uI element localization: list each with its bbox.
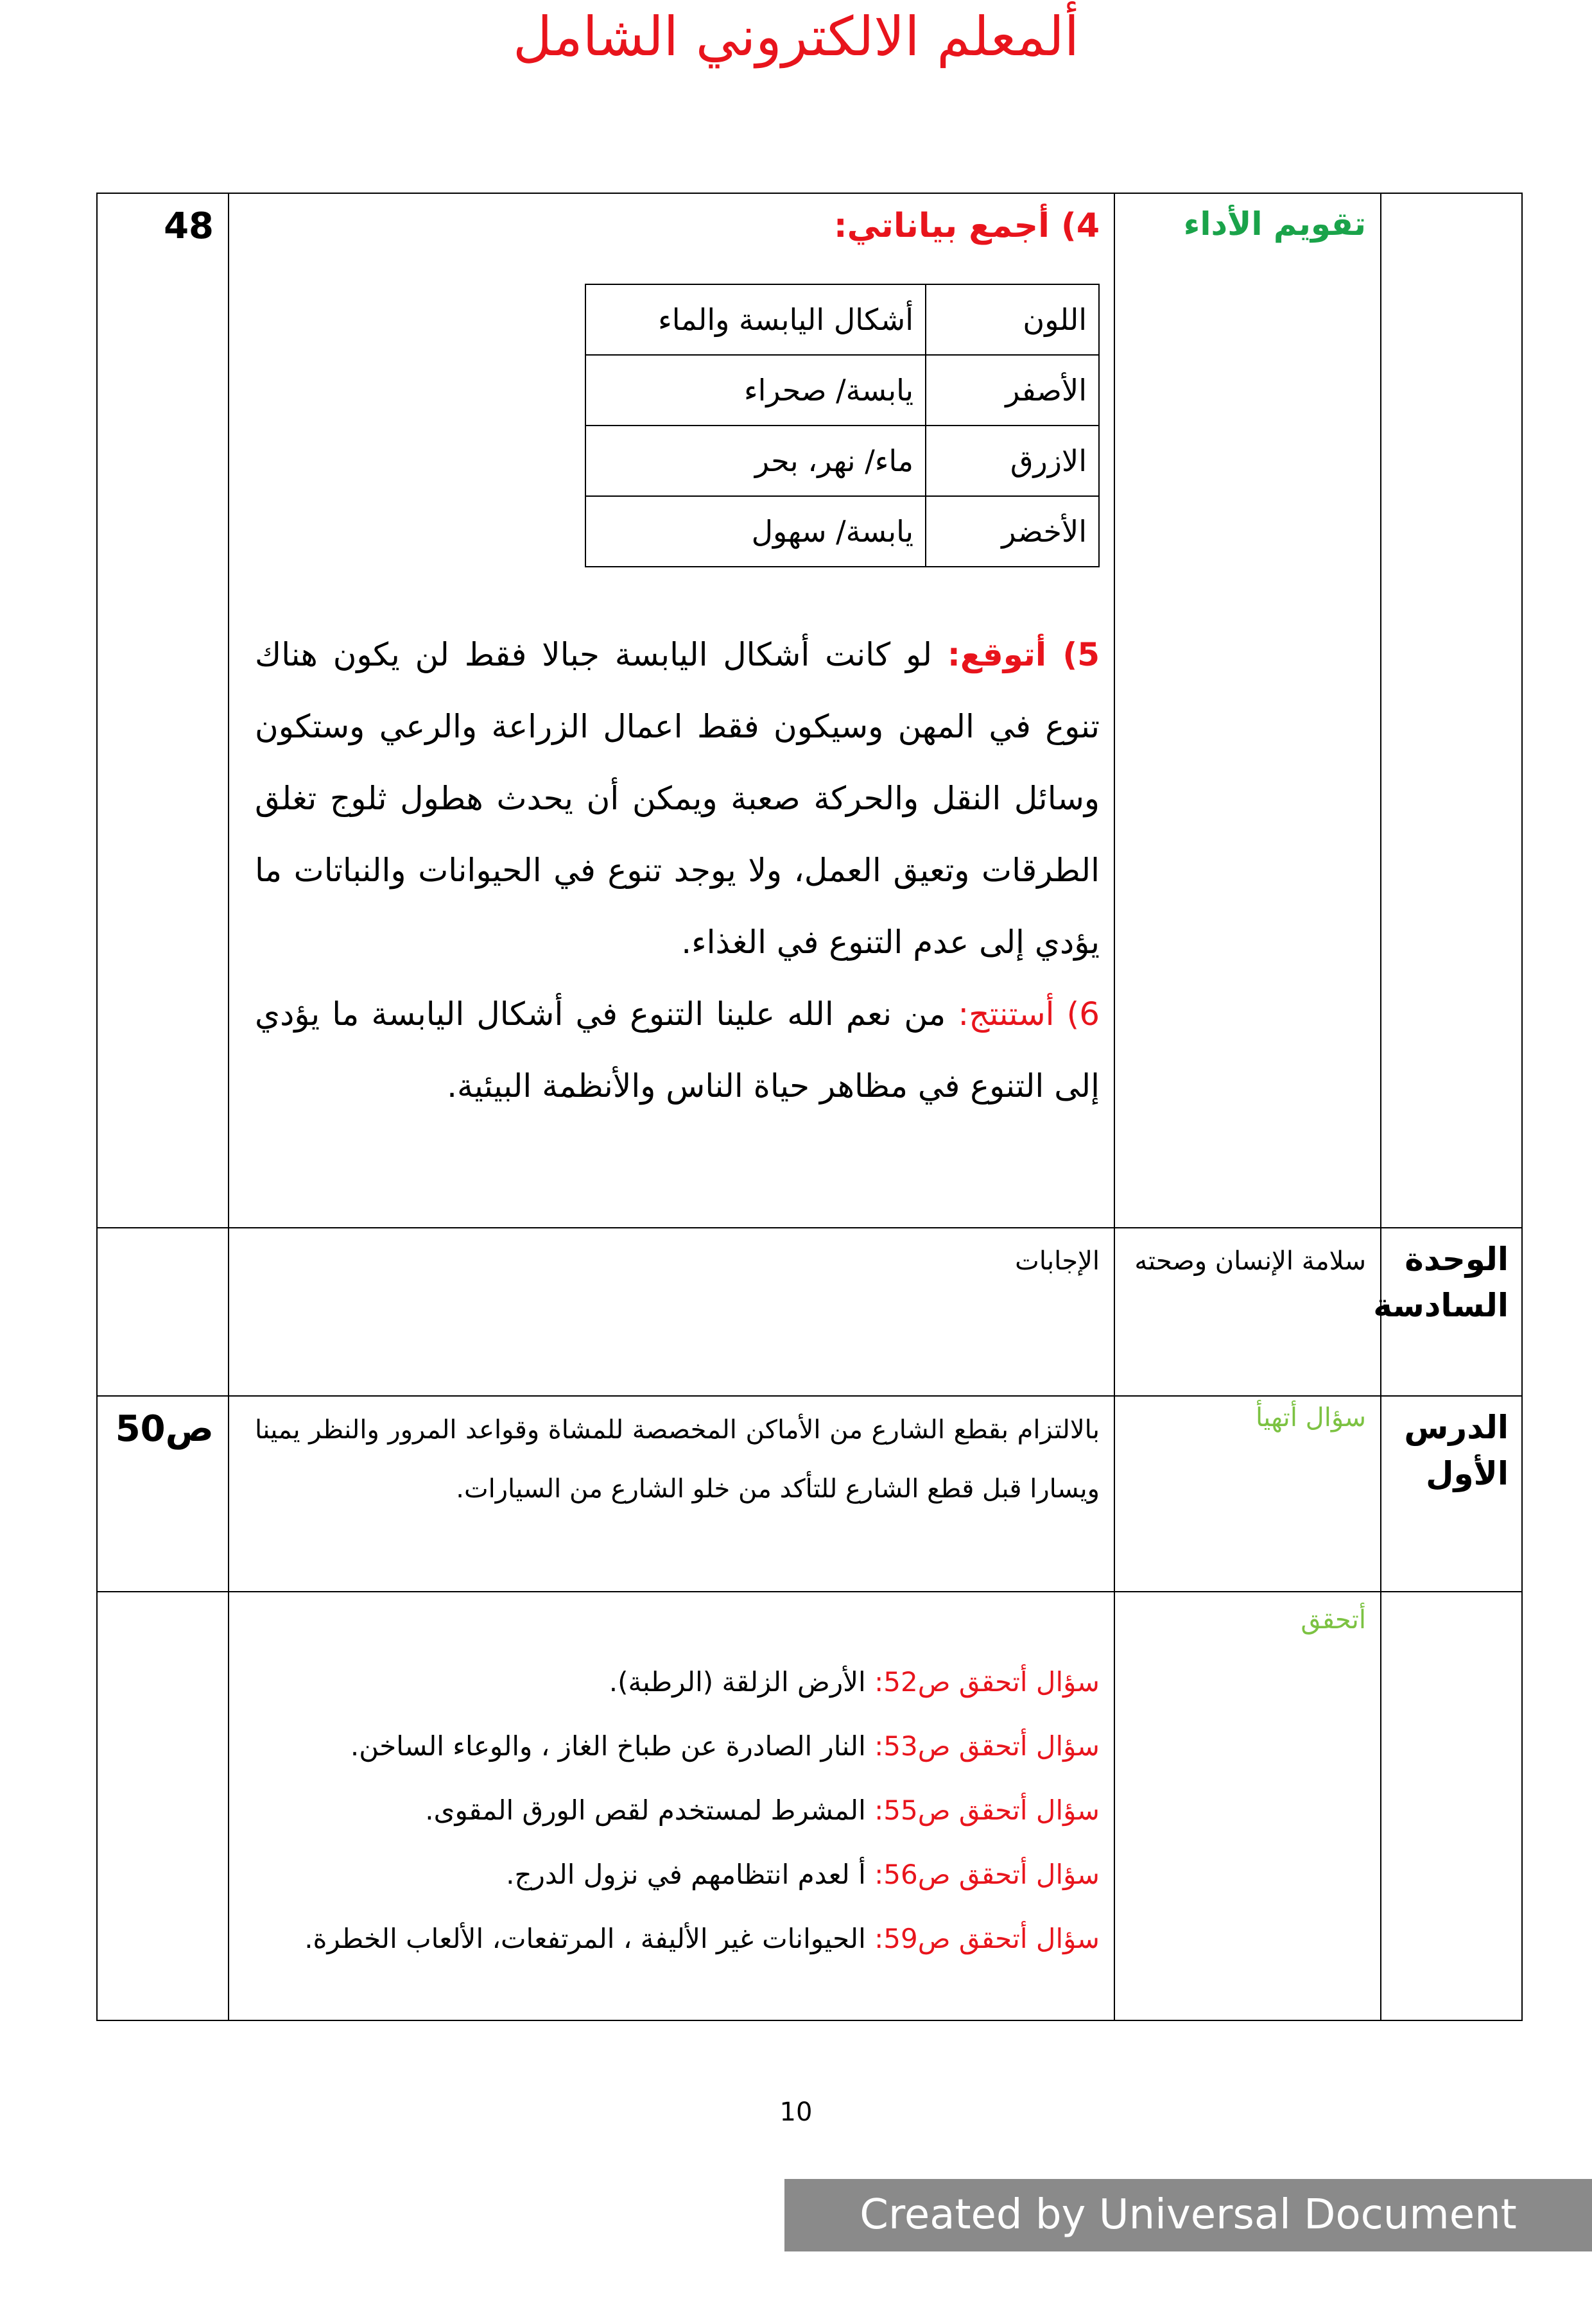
lesson-title: الدرس الأول [1404, 1409, 1509, 1492]
collect-data-heading [255, 207, 1100, 245]
page-header [0, 0, 1592, 68]
conclude-label: 6) أستنتج: [958, 995, 1100, 1033]
content-cell [229, 193, 1114, 1228]
table-header-cell: اللون [926, 284, 1099, 355]
table-cell: يابسة/ صحراء [585, 355, 926, 426]
check-answer: الأرض الزلقة (الرطبة). [609, 1666, 875, 1698]
ready-question-label: سؤال أتهيأ [1255, 1403, 1366, 1433]
check-item: سؤال أتحقق ص55: المشرط لمستخدم لقص الورق المقوى. [425, 1795, 1100, 1826]
verify-label: أتحقق [1301, 1605, 1366, 1635]
conclude-paragraph [255, 978, 1100, 1122]
conclude-text: من نعم الله علينا التنوع في أشكال اليابسة ما يؤدي إلى التنوع في مظاهر حياة الناس والأنظمة البيئية. [255, 995, 1100, 1105]
content-cell [229, 1396, 1114, 1592]
answers-label: الإجابات [1015, 1246, 1100, 1276]
table-header-cell: أشكال اليابسة والماء [585, 284, 926, 355]
footer-page-number: 10 [779, 2097, 813, 2127]
table-cell: الأخضر [926, 496, 1099, 567]
table-row [585, 284, 1099, 355]
predict-text: لو كانت أشكال اليابسة جبالا فقط لن يكون هناك تنوع في المهن وسيكون فقط اعمال الزراعة والرعي وستكون وسائل النقل والحركة صعبة ويمكن أن يحدث هطول ثلوج تغلق الطرقات وتعيق العمل، ولا يوجد تنوع في الحيوانات والنباتات ما يؤدي إلى عدم التنوع في الغذاء. [255, 636, 1100, 961]
check-answer: النار الصادرة عن طباخ الغاز ، والوعاء الساخن. [350, 1730, 875, 1762]
lesson-plan-table [96, 193, 1523, 2021]
label-cell [1114, 1592, 1381, 2020]
content-cell [229, 1228, 1114, 1396]
unit-topic: سلامة الإنسان وصحته [1134, 1246, 1366, 1276]
watermark: Created by Universal Document Converter [784, 2179, 1592, 2251]
header-title: ألمعلم الالكتروني الشامل [512, 5, 1080, 68]
label-cell [1114, 193, 1381, 1228]
check-item: سؤال أتحقق ص52: الأرض الزلقة (الرطبة). [609, 1666, 1100, 1698]
check-answer: الحيوانات غير الأليفة ، المرتفعات، الألعاب الخطرة. [304, 1923, 875, 1954]
predict-label: 5) أتوقع: [947, 636, 1100, 673]
label-cell [1114, 1396, 1381, 1592]
page-number-cell [97, 193, 229, 1228]
page-ref: ص50 [115, 1408, 214, 1450]
table-row [585, 496, 1099, 567]
collect-data-number: 4) [1061, 207, 1100, 245]
predict-paragraph [255, 619, 1100, 978]
table-row [585, 426, 1099, 496]
collect-data-text: أجمع بياناتي: [833, 207, 1050, 245]
page-number-cell [97, 1592, 229, 2020]
page-number-cell [97, 1228, 229, 1396]
check-question: سؤال أتحقق ص53 [883, 1730, 1100, 1762]
check-question: سؤال أتحقق ص52 [883, 1666, 1100, 1698]
performance-evaluation-label: تقويم الأداء [1183, 205, 1366, 243]
table-cell: الأصفر [926, 355, 1099, 426]
color-landform-table [585, 284, 1100, 567]
content-cell [229, 1592, 1114, 2020]
table-row [97, 1592, 1522, 2020]
page-number-cell [97, 1396, 229, 1592]
check-item: سؤال أتحقق ص59: الحيوانات غير الأليفة ، المرتفعات، الألعاب الخطرة. [304, 1923, 1100, 1954]
unit-cell [1373, 1228, 1522, 1396]
check-answer: أ لعدم انتظامهم في نزول الدرج. [506, 1859, 875, 1890]
table-row [585, 355, 1099, 426]
table-row [97, 1396, 1522, 1592]
table-cell: ماء/ نهر، بحر [585, 426, 926, 496]
page-number: 48 [164, 205, 214, 247]
check-question: سؤال أتحقق ص55 [883, 1795, 1100, 1826]
label-cell [1114, 1228, 1381, 1396]
check-item: سؤال أتحقق ص53: النار الصادرة عن طباخ الغاز ، والوعاء الساخن. [350, 1730, 1100, 1762]
check-answer: المشرط لمستخدم لقص الورق المقوى. [425, 1795, 875, 1826]
ready-answer: بالالتزام بقطع الشارع من الأماكن المخصصة للمشاة وقواعد المرور والنظر يمينا ويسارا قبل قطع الشارع للتأكد من خلو الشارع من السيارات. [255, 1415, 1100, 1504]
check-question: سؤال أتحقق ص56 [883, 1859, 1100, 1890]
unit-title: الوحدة السادسة [1373, 1241, 1509, 1324]
table-cell: الازرق [926, 426, 1099, 496]
unit-cell [1381, 1592, 1522, 2020]
check-item: سؤال أتحقق ص56: أ لعدم انتظامهم في نزول الدرج. [506, 1859, 1100, 1890]
check-question: سؤال أتحقق ص59 [883, 1923, 1100, 1954]
table-row [97, 193, 1522, 1228]
table-row [97, 1228, 1522, 1396]
unit-cell [1381, 193, 1522, 1228]
unit-cell [1381, 1396, 1522, 1592]
table-cell: يابسة/ سهول [585, 496, 926, 567]
